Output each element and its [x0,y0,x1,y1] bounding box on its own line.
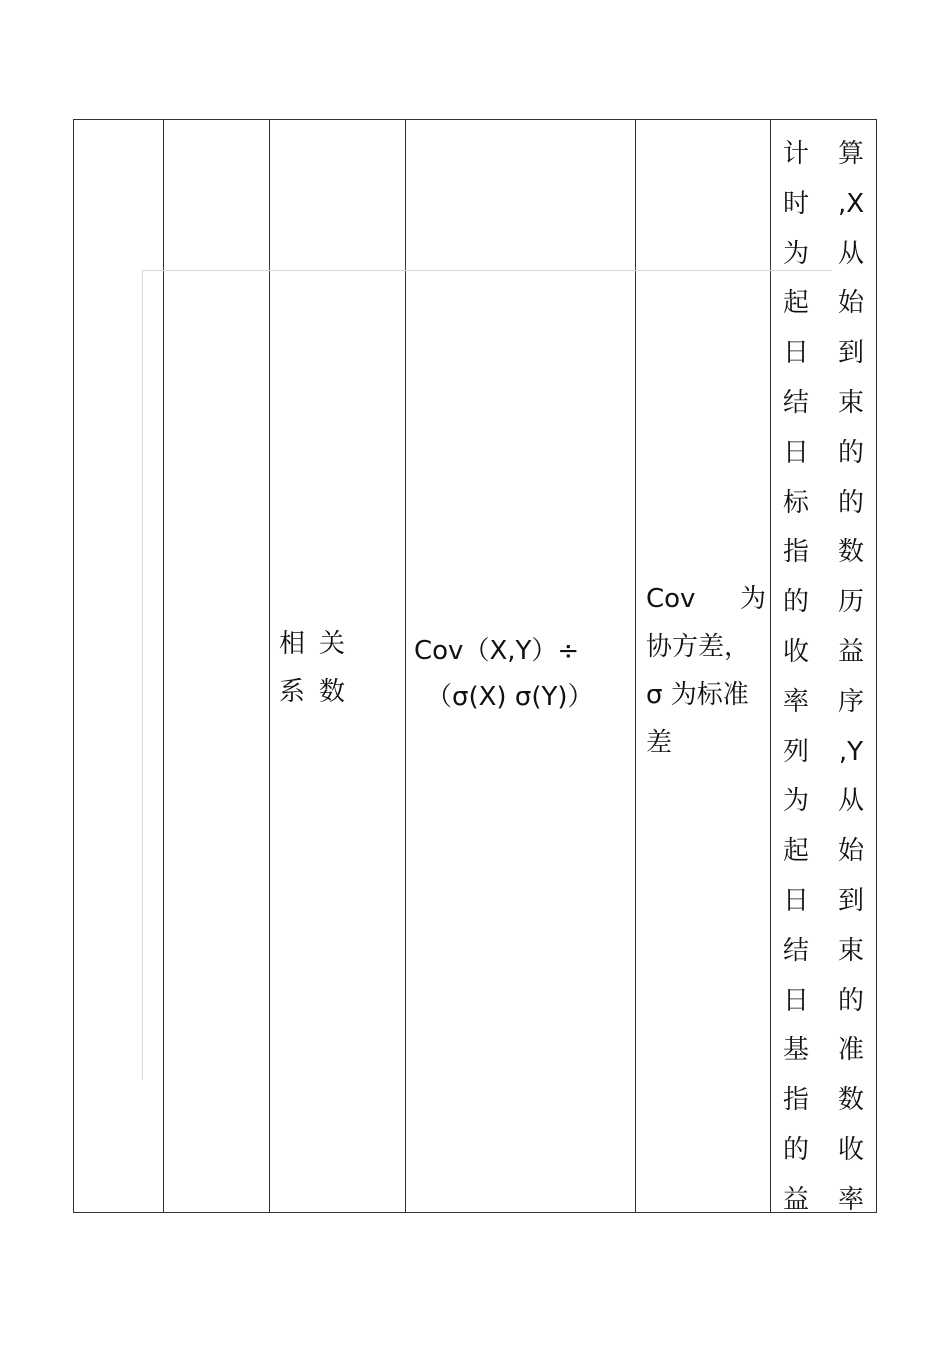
description-char: 序 [837,686,864,717]
description-char: 从 [837,238,864,269]
column-divider [405,120,406,1212]
description-char: 始 [837,288,864,319]
description-char: 的 [837,487,864,518]
description-char: 日 [782,985,809,1016]
description-char: 结 [782,387,809,418]
description-char: 基 [782,1035,809,1066]
formula-cell [414,628,629,720]
term-cell: 相关系数 [279,629,360,707]
description-char: 的 [782,587,809,618]
formula-line-2: （σ(X) σ(Y)） [426,682,594,712]
note-line-3: σ 为标准 [646,680,749,710]
description-char: 数 [837,537,864,568]
description-char: 数 [837,1085,864,1116]
formula-line-1: Cov（X,Y）÷ [414,636,580,666]
description-char: 计 [782,139,809,169]
description-char: 始 [837,836,864,867]
faint-line [142,270,143,1080]
description-char: 束 [837,387,864,418]
description-char: 率 [837,1184,864,1215]
note-cell [646,575,766,767]
description-char: 为 [782,238,809,269]
note-cov: Cov [646,584,696,614]
description-char: ,X [837,188,865,219]
data-table [73,119,877,1213]
description-char: 率 [782,686,809,717]
description-char: 指 [782,537,809,568]
description-char: 收 [782,636,809,667]
description-char: 日 [782,437,809,468]
description-char: 历 [837,587,864,618]
description-char: 起 [782,836,809,867]
column-divider [635,120,636,1212]
column-divider [269,120,270,1212]
description-char: 束 [837,935,864,966]
description-right-column [834,130,868,1226]
description-char: 日 [782,885,809,916]
description-char: 标 [782,487,809,518]
description-char: 的 [837,437,864,468]
description-char: ,Y [838,736,864,767]
description-char: 为 [782,786,809,817]
note-wei: 为 [739,584,766,614]
column-divider [163,120,164,1212]
description-char: 时 [782,188,809,219]
description-char: 列 [782,736,809,767]
description-char: 益 [837,636,864,667]
description-char: 结 [782,935,809,966]
note-line-1 [646,575,766,623]
description-char: 准 [837,1035,864,1066]
description-char: 到 [837,885,864,916]
note-line-4: 差 [646,728,673,758]
description-char: 益 [782,1184,809,1215]
description-char: 到 [837,338,864,369]
description-char: 指 [782,1085,809,1116]
description-char: 算 [837,139,864,169]
description-char: 从 [837,786,864,817]
column-divider [770,120,771,1212]
description-char: 收 [837,1134,864,1165]
description-char: 起 [782,288,809,319]
description-left-column [779,130,813,1226]
description-char: 的 [782,1134,809,1165]
description-char: 日 [782,338,809,369]
description-char: 的 [837,985,864,1016]
note-line-2: 协方差， [646,632,751,662]
faint-line [142,270,832,271]
